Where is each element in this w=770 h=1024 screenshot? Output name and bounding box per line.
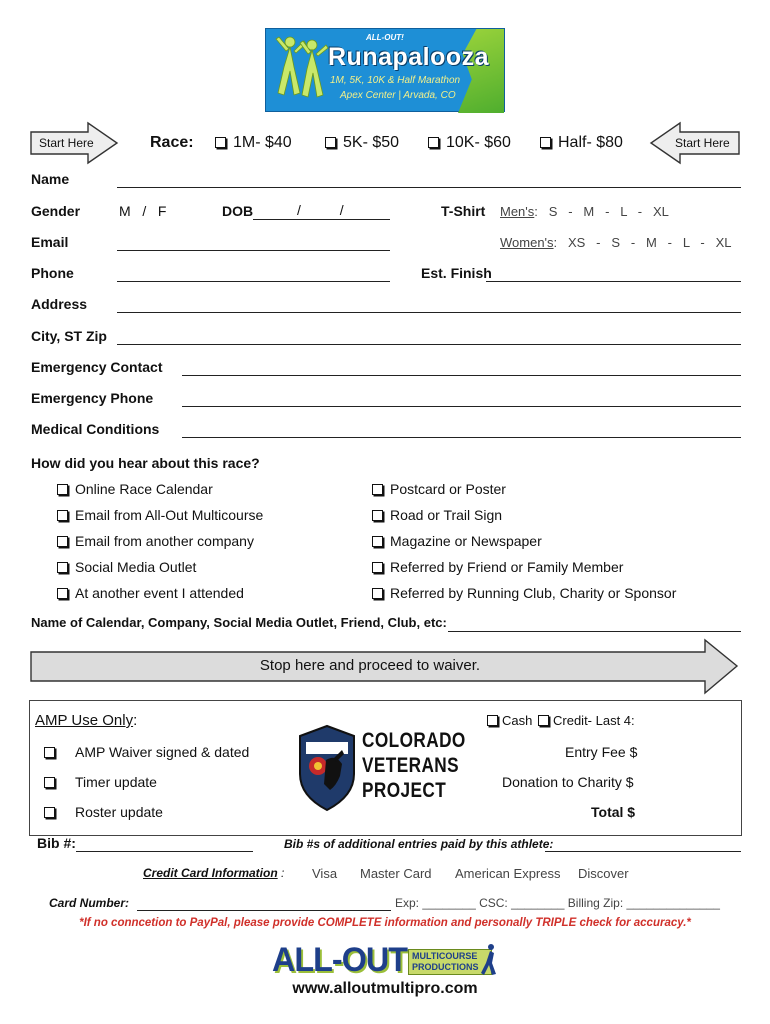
mens-label: Men's bbox=[500, 204, 535, 219]
logo-line2: Apex Center | Arvada, CO bbox=[340, 90, 456, 101]
logo-brand-top: ALL-OUT! bbox=[366, 33, 404, 42]
runapalooza-logo bbox=[265, 28, 505, 112]
hear-option-postcard[interactable]: Postcard or Poster bbox=[372, 481, 506, 497]
est-finish-field[interactable] bbox=[486, 281, 741, 282]
credit-card-info-label: Credit Card Information : bbox=[143, 866, 285, 880]
emergency-phone-label: Emergency Phone bbox=[31, 390, 154, 406]
checkbox-icon bbox=[44, 747, 55, 758]
address-label: Address bbox=[31, 296, 88, 312]
checkbox-icon bbox=[57, 510, 68, 521]
checkbox-icon bbox=[44, 807, 55, 818]
name-field[interactable] bbox=[117, 187, 741, 188]
checkbox-icon bbox=[538, 715, 549, 726]
hear-option-email-allout[interactable]: Email from All-Out Multicourse bbox=[57, 507, 263, 523]
name-of-source-label: Name of Calendar, Company, Social Media Outlet, Friend, Club, etc: bbox=[31, 615, 447, 630]
checkbox-icon bbox=[44, 777, 55, 788]
emergency-contact-label: Emergency Contact bbox=[31, 359, 163, 375]
medical-label: Medical Conditions bbox=[31, 421, 160, 437]
hear-option-friend[interactable]: Referred by Friend or Family Member bbox=[372, 559, 623, 575]
checkbox-icon bbox=[57, 562, 68, 573]
race-option-1m[interactable]: 1M- $40 bbox=[215, 134, 292, 152]
allout-footer-logo bbox=[272, 943, 500, 983]
gender-options[interactable]: M / F bbox=[119, 203, 167, 219]
checkbox-icon bbox=[57, 484, 68, 495]
amp-check-roster[interactable]: Roster update bbox=[44, 804, 163, 820]
womens-sizes[interactable]: Women's: XS - S - M - L - XL bbox=[500, 235, 732, 250]
payment-credit[interactable]: Credit- Last 4: bbox=[538, 713, 635, 728]
dob-label: DOB bbox=[222, 203, 254, 219]
checkbox-icon bbox=[428, 137, 439, 148]
hear-option-email-other[interactable]: Email from another company bbox=[57, 533, 254, 549]
emergency-contact-field[interactable] bbox=[182, 375, 741, 376]
stop-banner-text: Stop here and proceed to waiver. bbox=[259, 657, 481, 674]
hear-option-online-calendar[interactable]: Online Race Calendar bbox=[57, 481, 213, 497]
card-type-visa[interactable]: Visa bbox=[312, 866, 338, 881]
footer-url[interactable]: www.alloutmultipro.com bbox=[292, 980, 478, 997]
card-note: *If no conncetion to PayPal, please provide COMPLETE information and personally TRIPLE check for accuracy.* bbox=[79, 917, 691, 929]
race-option-half[interactable]: Half- $80 bbox=[540, 134, 623, 152]
bib-field[interactable] bbox=[76, 851, 253, 852]
city-field[interactable] bbox=[117, 344, 741, 345]
card-number-label: Card Number: bbox=[49, 896, 130, 910]
city-label: City, ST Zip bbox=[31, 328, 107, 344]
amp-title: AMP Use Only: bbox=[35, 712, 138, 729]
bib-additional-field[interactable] bbox=[545, 851, 741, 852]
hear-option-social-media[interactable]: Social Media Outlet bbox=[57, 559, 196, 575]
checkbox-icon bbox=[57, 536, 68, 547]
cvp-line1: COLORADO bbox=[362, 729, 466, 752]
emergency-phone-field[interactable] bbox=[182, 406, 741, 407]
colorado-veterans-shield-icon bbox=[296, 724, 358, 812]
amp-check-waiver[interactable]: AMP Waiver signed & dated bbox=[44, 744, 249, 760]
allout-logo-sub1: MULTICOURSE bbox=[412, 951, 478, 961]
hear-option-another-event[interactable]: At another event I attended bbox=[57, 585, 244, 601]
phone-label: Phone bbox=[31, 265, 74, 281]
bib-label: Bib #: bbox=[37, 835, 76, 851]
checkbox-icon bbox=[372, 588, 383, 599]
womens-label: Women's bbox=[500, 235, 554, 250]
checkbox-icon bbox=[372, 510, 383, 521]
checkbox-icon bbox=[540, 137, 551, 148]
phone-field[interactable] bbox=[117, 281, 390, 282]
name-label: Name bbox=[31, 171, 70, 187]
checkbox-icon bbox=[215, 137, 226, 148]
allout-logo-main: ALL-OUT bbox=[272, 941, 408, 979]
checkbox-icon bbox=[372, 484, 383, 495]
email-field[interactable] bbox=[117, 250, 390, 251]
start-here-left-label: Start Here bbox=[39, 136, 94, 150]
race-option-10k[interactable]: 10K- $60 bbox=[428, 134, 511, 152]
card-type-mastercard[interactable]: Master Card bbox=[360, 866, 432, 881]
amp-check-timer[interactable]: Timer update bbox=[44, 774, 157, 790]
tshirt-label: T-Shirt bbox=[441, 203, 486, 219]
checkbox-icon bbox=[57, 588, 68, 599]
gender-label: Gender bbox=[31, 203, 81, 219]
mens-sizes[interactable]: Men's: S - M - L - XL bbox=[500, 204, 669, 219]
allout-logo-sub2: PRODUCTIONS bbox=[412, 962, 479, 972]
runner-silhouette-icon bbox=[478, 943, 500, 981]
checkbox-icon bbox=[487, 715, 498, 726]
cvp-line2: VETERANS bbox=[362, 754, 460, 777]
email-label: Email bbox=[31, 234, 69, 250]
est-finish-label: Est. Finish bbox=[421, 265, 492, 281]
donation-label: Donation to Charity $ bbox=[502, 774, 634, 790]
card-type-discover[interactable]: Discover bbox=[578, 866, 629, 881]
hear-option-magazine[interactable]: Magazine or Newspaper bbox=[372, 533, 542, 549]
hear-question: How did you hear about this race? bbox=[31, 455, 260, 471]
hear-option-club[interactable]: Referred by Running Club, Charity or Sponsor bbox=[372, 585, 676, 601]
address-field[interactable] bbox=[117, 312, 741, 313]
runner-figures-icon bbox=[274, 33, 330, 109]
start-here-right-label: Start Here bbox=[675, 136, 730, 150]
total-label: Total $ bbox=[591, 804, 636, 820]
bib-additional-label: Bib #s of additional entries paid by this athlete: bbox=[284, 837, 554, 851]
dob-field[interactable] bbox=[253, 219, 390, 220]
race-label: Race: bbox=[150, 134, 194, 151]
card-exp-csc-zip[interactable]: Exp: ________ CSC: ________ Billing Zip: ______________ bbox=[395, 896, 720, 910]
dob-slashes: / / bbox=[297, 202, 344, 218]
race-option-5k[interactable]: 5K- $50 bbox=[325, 134, 399, 152]
medical-field[interactable] bbox=[182, 437, 741, 438]
card-number-field[interactable] bbox=[137, 910, 391, 911]
entry-fee-label: Entry Fee $ bbox=[565, 744, 638, 760]
hear-option-road-sign[interactable]: Road or Trail Sign bbox=[372, 507, 502, 523]
name-of-source-field[interactable] bbox=[448, 631, 741, 632]
cvp-line3: PROJECT bbox=[362, 779, 447, 802]
checkbox-icon bbox=[372, 562, 383, 573]
checkbox-icon bbox=[372, 536, 383, 547]
payment-cash[interactable]: Cash bbox=[487, 713, 532, 728]
logo-title: Runapalooza bbox=[328, 43, 490, 71]
checkbox-icon bbox=[325, 137, 336, 148]
card-type-amex[interactable]: American Express bbox=[455, 866, 561, 881]
logo-line1: 1M, 5K, 10K & Half Marathon bbox=[330, 75, 461, 86]
